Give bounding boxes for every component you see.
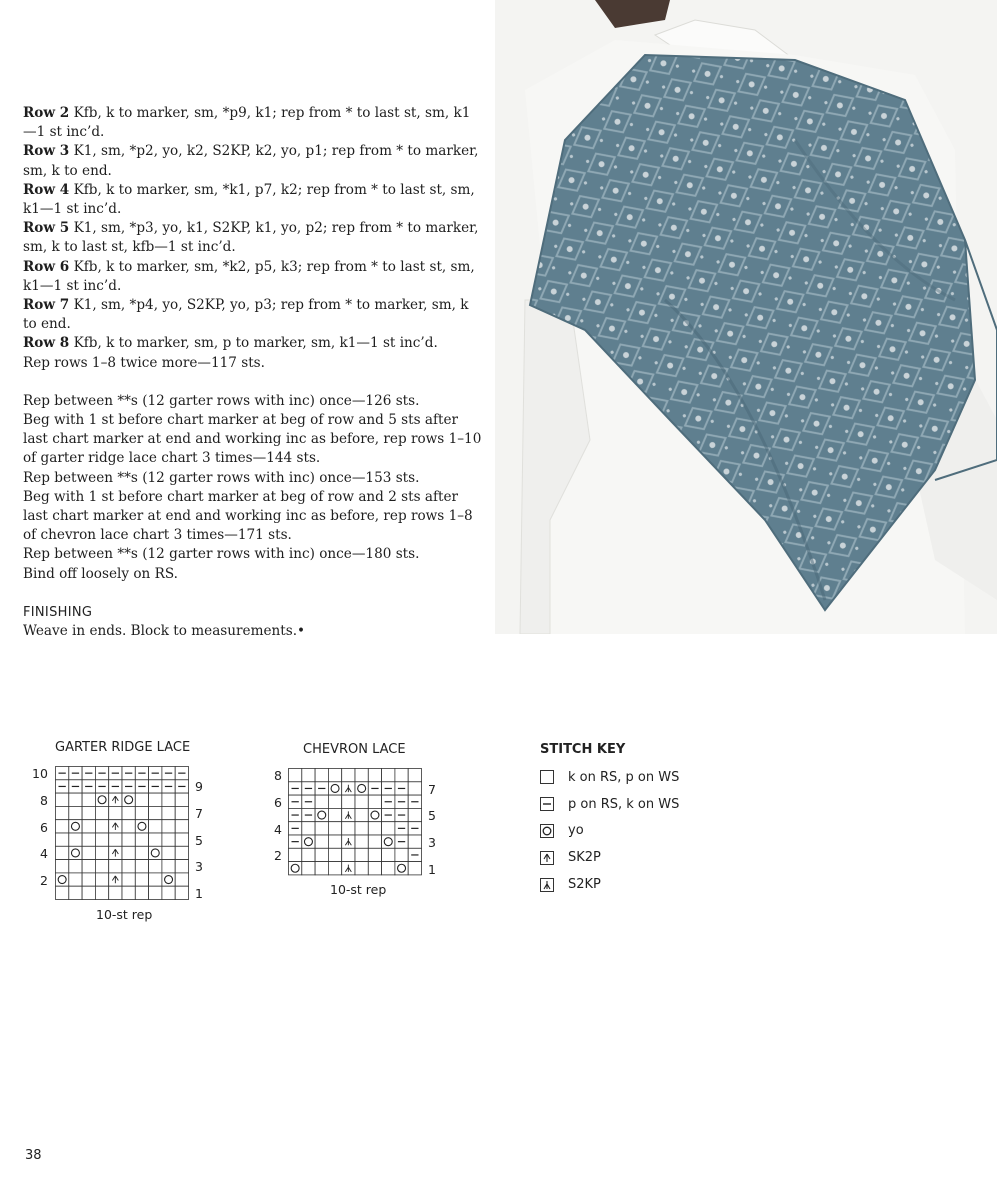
row-4 bbox=[23, 181, 483, 219]
chart-cell bbox=[122, 780, 135, 793]
chart-cell bbox=[355, 769, 368, 782]
chart-cell bbox=[315, 848, 328, 861]
chart-cell bbox=[395, 782, 408, 795]
paragraph-4: Beg with 1 st before chart marker at beg of row and 2 sts after last chart marker at end and working inc as before, rep rows 1–8 of chevron lace chart 3 times—171 sts. bbox=[23, 488, 473, 544]
chart-cell bbox=[355, 848, 368, 861]
chart-cell bbox=[109, 780, 122, 793]
row-label: Row 2 bbox=[23, 105, 70, 121]
chart-cell bbox=[95, 806, 108, 819]
chart-cell bbox=[175, 780, 188, 793]
key-label: p on RS, k on WS bbox=[568, 796, 680, 812]
chart-cell bbox=[342, 848, 355, 861]
chart-cell bbox=[135, 806, 148, 819]
key-label: yo bbox=[568, 823, 584, 839]
chart-cell bbox=[69, 873, 82, 886]
chevron-chart-title: CHEVRON LACE bbox=[303, 742, 406, 757]
row-number: 8 bbox=[274, 768, 282, 783]
chart-cell bbox=[122, 833, 135, 846]
chart-cell bbox=[328, 808, 341, 821]
chart-cell bbox=[315, 862, 328, 875]
chart-cell bbox=[162, 886, 175, 899]
chart-cell bbox=[382, 769, 395, 782]
chart-cell bbox=[408, 769, 421, 782]
chart-cell bbox=[82, 780, 95, 793]
chart-cell bbox=[315, 782, 328, 795]
chart-cell bbox=[149, 820, 162, 833]
garter-chart-title: GARTER RIDGE LACE bbox=[55, 740, 191, 755]
chart-cell bbox=[162, 793, 175, 806]
chart-cell bbox=[368, 835, 381, 848]
chart-cell bbox=[175, 886, 188, 899]
chart-cell bbox=[328, 835, 341, 848]
key-label: S2KP bbox=[568, 877, 601, 893]
chart-cell bbox=[56, 780, 69, 793]
chart-cell bbox=[95, 846, 108, 859]
shawl-photo bbox=[495, 0, 997, 634]
row-number: 1 bbox=[428, 862, 436, 877]
chart-cell bbox=[95, 833, 108, 846]
chart-cell bbox=[149, 767, 162, 780]
row-6 bbox=[23, 258, 483, 296]
chart-cell bbox=[162, 820, 175, 833]
chart-cell bbox=[302, 862, 315, 875]
chevron-rep-label: 10-st rep bbox=[330, 882, 387, 897]
chart-cell bbox=[408, 822, 421, 835]
row-number: 7 bbox=[195, 806, 203, 821]
stitch-key-title: STITCH KEY bbox=[540, 742, 626, 757]
chart-cell bbox=[355, 808, 368, 821]
chart-cell bbox=[149, 886, 162, 899]
row-label: Row 7 bbox=[23, 297, 70, 314]
chart-cell bbox=[149, 793, 162, 806]
chart-cell bbox=[109, 833, 122, 846]
chart-cell bbox=[82, 806, 95, 819]
s2kp-icon bbox=[540, 878, 554, 892]
chart-cell bbox=[395, 835, 408, 848]
chart-cell bbox=[395, 822, 408, 835]
chart-cell bbox=[302, 769, 315, 782]
chart-cell bbox=[289, 769, 302, 782]
row-number: 8 bbox=[40, 793, 48, 808]
paragraph-6: Bind off loosely on RS. bbox=[23, 565, 179, 582]
chart-cell bbox=[328, 795, 341, 808]
chart-cell bbox=[149, 873, 162, 886]
chart-cell bbox=[135, 846, 148, 859]
chart-cell bbox=[395, 769, 408, 782]
chart-cell bbox=[135, 873, 148, 886]
row-number: 4 bbox=[40, 846, 48, 861]
chart-cell bbox=[56, 806, 69, 819]
chart-cell bbox=[342, 835, 355, 848]
chart-cell bbox=[175, 820, 188, 833]
row-number: 4 bbox=[274, 822, 282, 837]
key-item bbox=[540, 871, 679, 898]
chart-cell bbox=[342, 808, 355, 821]
chart-cell bbox=[368, 862, 381, 875]
chart-cell bbox=[82, 793, 95, 806]
chart-cell bbox=[408, 795, 421, 808]
key-item bbox=[540, 818, 679, 845]
chart-cell bbox=[289, 862, 302, 875]
chart-cell bbox=[149, 860, 162, 873]
chart-cell bbox=[109, 793, 122, 806]
chart-cell bbox=[342, 769, 355, 782]
chart-cell bbox=[69, 886, 82, 899]
chart-cell bbox=[368, 782, 381, 795]
chart-cell bbox=[355, 782, 368, 795]
chart-cell bbox=[122, 873, 135, 886]
chart-cell bbox=[149, 846, 162, 859]
chart-cell bbox=[56, 767, 69, 780]
row-label: Row 4 bbox=[23, 181, 70, 198]
row-text: Kfb, k to marker, sm, *p9, k1; rep from * to last st, sm, k1—1 st inc’d. bbox=[23, 105, 471, 141]
chart-cell bbox=[175, 860, 188, 873]
chevron-chart-grid bbox=[288, 768, 422, 875]
garter-chart-grid bbox=[55, 766, 189, 900]
chart-cell bbox=[328, 862, 341, 875]
chart-cell bbox=[95, 780, 108, 793]
chart-cell bbox=[395, 808, 408, 821]
row-number: 1 bbox=[195, 886, 203, 901]
chart-cell bbox=[95, 886, 108, 899]
chart-cell bbox=[289, 835, 302, 848]
chart-cell bbox=[109, 886, 122, 899]
chart-cell bbox=[149, 806, 162, 819]
chart-cell bbox=[175, 806, 188, 819]
chart-cell bbox=[56, 860, 69, 873]
row-label: Row 6 bbox=[23, 258, 70, 275]
chart-cell bbox=[175, 833, 188, 846]
chart-cell bbox=[382, 782, 395, 795]
row-text: Kfb, k to marker, sm, *k2, p5, k3; rep from * to last st, sm, k1—1 st inc’d. bbox=[23, 258, 475, 294]
chart-cell bbox=[56, 886, 69, 899]
key-label: SK2P bbox=[568, 850, 601, 866]
paragraph-3: Rep between **s (12 garter rows with inc) once—153 sts. bbox=[23, 469, 420, 486]
chart-cell bbox=[315, 769, 328, 782]
chart-cell bbox=[342, 822, 355, 835]
chart-cell bbox=[56, 846, 69, 859]
chart-cell bbox=[122, 820, 135, 833]
chart-cell bbox=[408, 782, 421, 795]
chart-cell bbox=[355, 795, 368, 808]
chart-cell bbox=[328, 822, 341, 835]
chart-cell bbox=[302, 835, 315, 848]
chart-cell bbox=[122, 846, 135, 859]
chart-cell bbox=[342, 782, 355, 795]
chart-cell bbox=[368, 769, 381, 782]
chart-cell bbox=[69, 767, 82, 780]
chart-cell bbox=[122, 886, 135, 899]
rep-rows-text: Rep rows 1–8 twice more—117 sts. bbox=[23, 354, 265, 371]
chart-cell bbox=[368, 822, 381, 835]
chart-cell bbox=[315, 822, 328, 835]
chart-cell bbox=[328, 848, 341, 861]
key-item bbox=[540, 764, 679, 791]
chart-cell bbox=[355, 835, 368, 848]
chart-cell bbox=[162, 780, 175, 793]
paragraph-1: Rep between **s (12 garter rows with inc) once—126 sts. bbox=[23, 392, 420, 409]
chart-cell bbox=[175, 873, 188, 886]
paragraph-2: Beg with 1 st before chart marker at beg of row and 5 sts after last chart marker at end and working inc as before, rep rows 1–10 of garter ridge lace chart 3 times—144 sts. bbox=[23, 412, 482, 467]
chart-cell bbox=[109, 846, 122, 859]
chart-cell bbox=[69, 806, 82, 819]
circle-square-icon bbox=[540, 824, 554, 838]
chart-cell bbox=[408, 808, 421, 821]
row-number: 10 bbox=[32, 766, 48, 781]
chart-cell bbox=[135, 886, 148, 899]
chart-cell bbox=[95, 820, 108, 833]
blank-square-icon bbox=[540, 770, 554, 784]
row-label: Row 8 bbox=[23, 335, 70, 352]
row-number: 3 bbox=[428, 835, 436, 850]
chart-cell bbox=[69, 780, 82, 793]
pattern-instructions bbox=[23, 104, 483, 641]
chart-cell bbox=[175, 767, 188, 780]
chart-cell bbox=[82, 873, 95, 886]
row-number: 2 bbox=[274, 848, 282, 863]
row-text: Kfb, k to marker, sm, p to marker, sm, k1—1 st inc’d. bbox=[69, 335, 438, 352]
chart-cell bbox=[135, 820, 148, 833]
row-label: Row 5 bbox=[23, 220, 70, 237]
chart-cell bbox=[135, 767, 148, 780]
chart-cell bbox=[82, 886, 95, 899]
row-8 bbox=[23, 334, 483, 353]
chart-cell bbox=[328, 769, 341, 782]
chart-cell bbox=[368, 848, 381, 861]
finishing-text: Weave in ends. Block to measurements.• bbox=[23, 623, 306, 640]
chart-cell bbox=[368, 808, 381, 821]
chart-cell bbox=[355, 862, 368, 875]
chart-cell bbox=[315, 808, 328, 821]
chart-cell bbox=[342, 862, 355, 875]
chart-cell bbox=[69, 860, 82, 873]
row-number: 6 bbox=[274, 795, 282, 810]
chart-cell bbox=[395, 862, 408, 875]
chart-cell bbox=[395, 795, 408, 808]
row-text: Kfb, k to marker, sm, *k1, p7, k2; rep from * to last st, sm, k1—1 st inc’d. bbox=[23, 181, 475, 218]
chart-cell bbox=[162, 860, 175, 873]
row-number: 5 bbox=[195, 833, 203, 848]
chart-cell bbox=[289, 822, 302, 835]
chart-cell bbox=[82, 846, 95, 859]
chart-cell bbox=[82, 833, 95, 846]
chart-cell bbox=[135, 833, 148, 846]
chart-cell bbox=[328, 782, 341, 795]
chart-cell bbox=[382, 848, 395, 861]
chart-cell bbox=[135, 780, 148, 793]
chart-cell bbox=[109, 767, 122, 780]
key-item bbox=[540, 844, 679, 871]
chart-cell bbox=[122, 860, 135, 873]
chart-cell bbox=[135, 793, 148, 806]
garter-rep-label: 10-st rep bbox=[96, 907, 153, 922]
key-item bbox=[540, 791, 679, 818]
chart-cell bbox=[56, 873, 69, 886]
chart-cell bbox=[69, 820, 82, 833]
chart-cell bbox=[302, 848, 315, 861]
row-label: Row 3 bbox=[23, 143, 70, 160]
chart-cell bbox=[342, 795, 355, 808]
dash-square-icon bbox=[540, 797, 554, 811]
chart-cell bbox=[95, 873, 108, 886]
chart-cell bbox=[315, 795, 328, 808]
chart-cell bbox=[109, 806, 122, 819]
chart-cell bbox=[315, 835, 328, 848]
chart-cell bbox=[162, 873, 175, 886]
chart-cell bbox=[149, 833, 162, 846]
stitch-key bbox=[540, 742, 679, 898]
chart-cell bbox=[122, 793, 135, 806]
chart-cell bbox=[302, 822, 315, 835]
chart-cell bbox=[109, 820, 122, 833]
chart-cell bbox=[408, 848, 421, 861]
chart-cell bbox=[69, 846, 82, 859]
row-text: K1, sm, *p2, yo, k2, S2KP, k2, yo, p1; rep from * to marker, sm, k to end. bbox=[23, 143, 479, 179]
chart-cell bbox=[162, 846, 175, 859]
row-text: K1, sm, *p3, yo, k1, S2KP, k1, yo, p2; rep from * to marker, sm, k to last st, kfb—1 st inc’d. bbox=[23, 220, 479, 256]
chart-cell bbox=[382, 822, 395, 835]
chart-cell bbox=[95, 793, 108, 806]
chart-cell bbox=[408, 835, 421, 848]
chart-cell bbox=[289, 848, 302, 861]
chart-cell bbox=[408, 862, 421, 875]
chart-cell bbox=[382, 808, 395, 821]
chart-cell bbox=[162, 833, 175, 846]
chart-cell bbox=[302, 782, 315, 795]
row-2 bbox=[23, 104, 483, 142]
chart-cell bbox=[382, 795, 395, 808]
chart-cell bbox=[162, 767, 175, 780]
chart-cell bbox=[289, 782, 302, 795]
chart-cell bbox=[302, 795, 315, 808]
chart-cell bbox=[382, 862, 395, 875]
page-number: 38 bbox=[25, 1148, 42, 1163]
chart-cell bbox=[355, 822, 368, 835]
chart-cell bbox=[149, 780, 162, 793]
row-3 bbox=[23, 142, 483, 180]
chart-cell bbox=[109, 873, 122, 886]
chart-cell bbox=[82, 767, 95, 780]
finishing-heading: FINISHING bbox=[23, 604, 93, 620]
key-label: k on RS, p on WS bbox=[568, 769, 680, 785]
chart-cell bbox=[122, 806, 135, 819]
chart-cell bbox=[56, 820, 69, 833]
row-number: 9 bbox=[195, 779, 203, 794]
row-number: 2 bbox=[40, 873, 48, 888]
chart-cell bbox=[122, 767, 135, 780]
chart-cell bbox=[289, 795, 302, 808]
chart-cell bbox=[175, 846, 188, 859]
chart-cell bbox=[69, 833, 82, 846]
chart-cell bbox=[82, 860, 95, 873]
chart-cell bbox=[69, 793, 82, 806]
chart-cell bbox=[56, 793, 69, 806]
chart-cell bbox=[95, 767, 108, 780]
chart-cell bbox=[302, 808, 315, 821]
chart-cell bbox=[162, 806, 175, 819]
chart-cell bbox=[82, 820, 95, 833]
row-7 bbox=[23, 296, 483, 334]
row-text: K1, sm, *p4, yo, S2KP, yo, p3; rep from * to marker, sm, k to end. bbox=[23, 297, 469, 333]
chart-cell bbox=[368, 795, 381, 808]
row-number: 7 bbox=[428, 782, 436, 797]
chart-cell bbox=[382, 835, 395, 848]
chart-cell bbox=[56, 833, 69, 846]
paragraph-5: Rep between **s (12 garter rows with inc) once—180 sts. bbox=[23, 546, 420, 563]
chart-cell bbox=[95, 860, 108, 873]
row-number: 5 bbox=[428, 808, 436, 823]
row-number: 6 bbox=[40, 820, 48, 835]
row-number: 3 bbox=[195, 859, 203, 874]
chart-cell bbox=[395, 848, 408, 861]
sk2p-icon bbox=[540, 851, 554, 865]
chart-cell bbox=[109, 860, 122, 873]
shawl-photo-illustration bbox=[495, 0, 997, 634]
chart-cell bbox=[135, 860, 148, 873]
chart-cell bbox=[175, 793, 188, 806]
chart-cell bbox=[289, 808, 302, 821]
row-5 bbox=[23, 219, 483, 257]
